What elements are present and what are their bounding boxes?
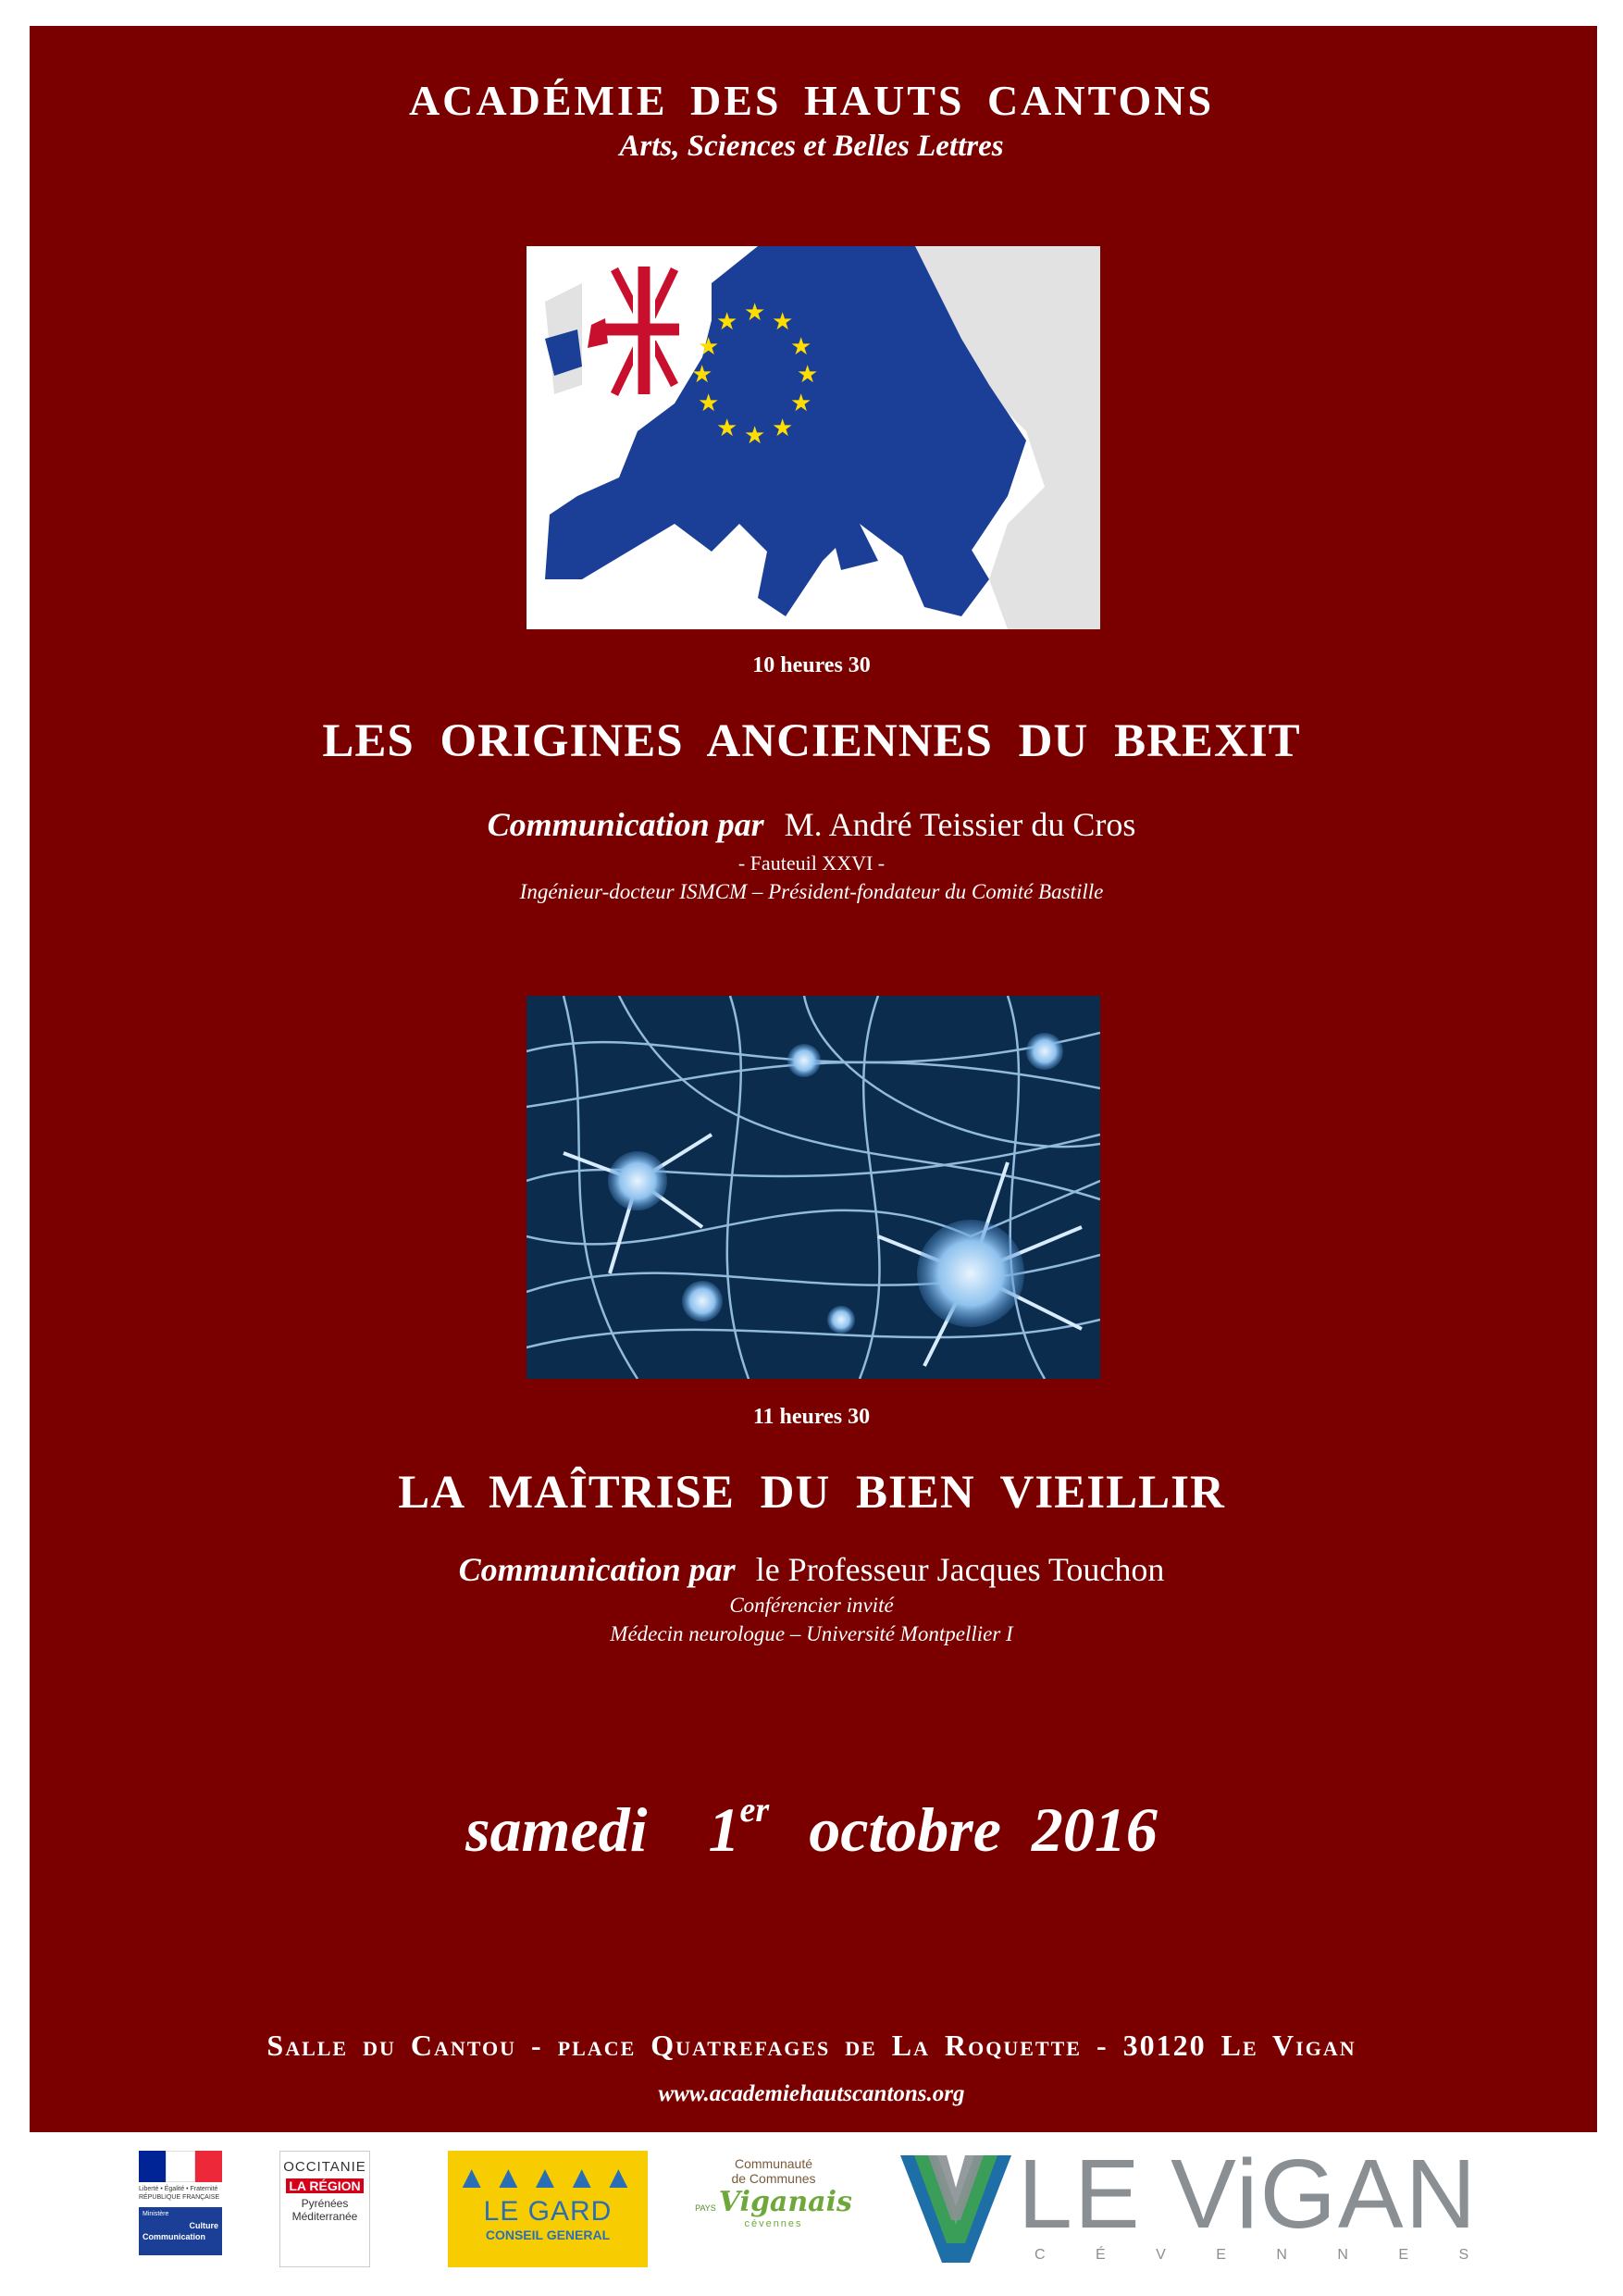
mediterranee-text: Méditerranée [291, 2210, 358, 2223]
event-day: samedi [465, 1794, 648, 1865]
europe-brexit-map-image [527, 246, 1100, 629]
event-date [0, 1793, 1623, 1867]
culture-text: Culture [189, 2221, 218, 2230]
talk2-role: Conférencier invité [729, 1594, 894, 1617]
le-vigan-emblem-icon [896, 2151, 1016, 2267]
talk1-time: 10 heures 30 [752, 653, 871, 677]
svg-text:★: ★ [744, 422, 766, 449]
cevennes-small-text: cévennes [744, 2218, 803, 2229]
talk2-communication [0, 1550, 1623, 1589]
talk2-speaker: le Professeur Jacques Touchon [755, 1551, 1165, 1588]
le-vigan-cevennes-logo [896, 2140, 1506, 2267]
occitanie-region-logo [279, 2151, 370, 2267]
viganais-text: Viganais [718, 2186, 852, 2218]
svg-text:★: ★ [744, 299, 766, 326]
talk1-communication [0, 805, 1623, 844]
republique-text: RÉPUBLIQUE FRANÇAISE [139, 2194, 220, 2201]
neurons-image [527, 996, 1100, 1379]
la-region-text: LA RÉGION [286, 2178, 364, 2193]
svg-text:★: ★ [772, 308, 794, 335]
republique-francaise-logo [139, 2151, 222, 2267]
organization-title: ACADÉMIE DES HAUTS CANTONS [408, 77, 1215, 124]
svg-text:★: ★ [691, 361, 713, 388]
organization-tagline: Arts, Sciences et Belles Lettres [619, 130, 1004, 163]
svg-text:★: ★ [698, 333, 720, 360]
venue-address: Salle du Cantou - place Quatrefages de La Roquette - 30120 Le Vigan [266, 2029, 1357, 2062]
svg-text:★: ★ [790, 390, 812, 416]
talk1-speaker: M. André Teissier du Cros [784, 806, 1136, 843]
de-communes-text: de Communes [731, 2171, 816, 2186]
le-gard-text: LE GARD [483, 2196, 613, 2227]
republique-motto: Liberté • Égalité • Fraternité [139, 2186, 218, 2192]
le-vigan-text: LE ViGAN [1018, 2140, 1479, 2249]
talk1-comm-label: Communication par [487, 806, 764, 843]
le-gard-conseil-general-logo [448, 2151, 648, 2267]
talk2-comm-label: Communication par [458, 1551, 736, 1588]
svg-text:★: ★ [716, 308, 738, 335]
talk2-title: LA MAÎTRISE DU BIEN VIEILLIR [398, 1467, 1225, 1519]
svg-text:★: ★ [716, 415, 738, 441]
event-day-number: 1 [708, 1794, 740, 1865]
conseil-general-text: CONSEIL GENERAL [485, 2228, 611, 2242]
svg-text:★: ★ [772, 415, 794, 441]
cevennes-text: C É V E N N E S [1035, 2247, 1493, 2263]
event-ordinal: er [739, 1791, 770, 1830]
communaute-text: Communauté [734, 2156, 813, 2171]
website-link[interactable]: www.academiehautscantons.org [658, 2081, 965, 2106]
svg-text:★: ★ [790, 333, 812, 360]
le-gard-figures-icon: ▲▲▲▲▲ [455, 2160, 640, 2195]
talk1-credentials: Ingénieur-docteur ISMCM – Président-fondateur du Comité Bastille [519, 880, 1104, 903]
talk2-credentials: Médecin neurologue – Université Montpellier I [610, 1622, 1013, 1645]
occitanie-text: OCCITANIE [283, 2159, 366, 2175]
pyrenees-text: Pyrénées [301, 2197, 349, 2210]
svg-text:★: ★ [698, 390, 720, 416]
talk1-seat: - Fauteuil XXVI - [737, 851, 886, 875]
svg-text:★: ★ [797, 361, 819, 388]
event-month-year: octobre 2016 [809, 1794, 1158, 1865]
communication-text: Communication [142, 2232, 206, 2241]
talk2-time: 11 heures 30 [752, 1405, 871, 1429]
communaute-communes-pays-viganais-logo [695, 2151, 852, 2267]
pays-text: PAYS [695, 2203, 716, 2213]
ministere-text: Ministère [142, 2211, 169, 2217]
talk1-title: LES ORIGINES ANCIENNES DU BREXIT [322, 715, 1301, 767]
